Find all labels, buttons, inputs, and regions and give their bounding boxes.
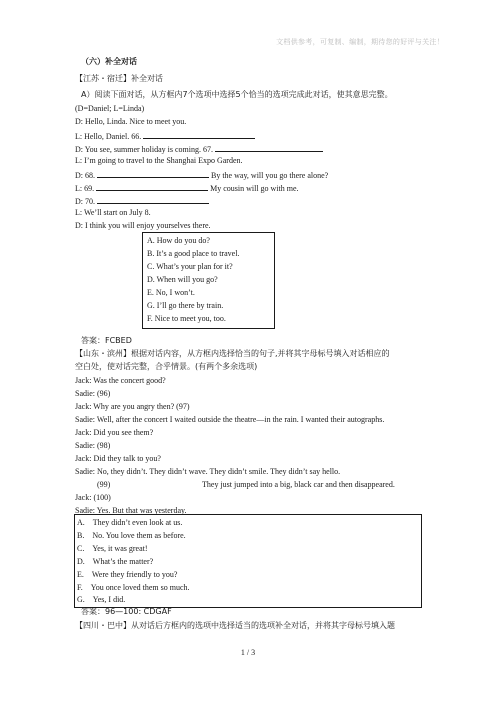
dialog-line-7: D: 70. bbox=[75, 195, 209, 207]
option-f: F. Nice to meet you, too. bbox=[147, 314, 226, 323]
option-d: D. When will you go? bbox=[147, 275, 218, 284]
answer-blank-69[interactable] bbox=[96, 182, 208, 191]
option2-d: D. What’s the matter? bbox=[77, 557, 154, 566]
dialog2-line-8: Sadie: No, they didn’t. They didn’t wave. They didn’t smile. They didn’t say hello. bbox=[75, 467, 341, 476]
part2-source: 【山东・滨州】根据对话内容，从方框内选择恰当的句子,并将其字母标号填入对话相应的 bbox=[75, 349, 390, 358]
dialog2-line-9: They just jumped into a big, black car and then disappeared. bbox=[202, 480, 395, 489]
dialog-line-4: L: I’m going to travel to the Shanghai Expo Garden. bbox=[75, 156, 243, 165]
part1-speaker-key: (D=Daniel; L=Linda) bbox=[75, 104, 145, 113]
dialog2-line-5: Jack: Did you see them? bbox=[75, 428, 154, 437]
option2-g: G. Yes, I did. bbox=[77, 595, 126, 604]
part1-options-box bbox=[142, 232, 275, 329]
dialog-line-3: D: You see, summer holiday is coming. 67. bbox=[75, 143, 323, 155]
option-e: E. No, I won’t. bbox=[147, 288, 195, 297]
dialog-line-1: D: Hello, Linda. Nice to meet you. bbox=[75, 117, 187, 126]
part3-source: 【四川・巴中】从对话后方框内的选项中选择适当的选项补全对话，并将其字母标号填入题 bbox=[75, 621, 395, 630]
part1-answer: 答案：FCBED bbox=[81, 336, 132, 345]
part1-source: 【江苏・宿迁】补全对话 bbox=[75, 74, 163, 83]
dialog-line-9: D: I think you will enjoy yourselves there. bbox=[75, 221, 211, 230]
option-g: G. I’ll go there by train. bbox=[147, 301, 224, 310]
dialog2-blank-99: (99) bbox=[97, 480, 111, 489]
option2-e: E. Were they friendly to you? bbox=[77, 570, 178, 579]
option2-a: A. They didn’t even look at us. bbox=[77, 518, 183, 527]
part1-instruction: A）阅读下面对话，从方框内7个选项中选择5个恰当的选项完成此对话，使其意思完整。 bbox=[81, 90, 393, 99]
answer-blank-66[interactable] bbox=[143, 130, 255, 139]
dialog-line-8: L: We’ll start on July 8. bbox=[75, 208, 151, 217]
dialog2-line-1: Jack: Was the concert good? bbox=[75, 376, 166, 385]
dialog-line-2: L: Hello, Daniel. 66. bbox=[75, 130, 255, 142]
dialog-line-5: D: 68. By the way, will you go there alone? bbox=[75, 171, 329, 180]
option2-f: F. You once loved them so much. bbox=[77, 583, 190, 592]
answer-blank-70[interactable] bbox=[97, 195, 209, 204]
option-c: C. What’s your plan for it? bbox=[147, 262, 233, 271]
answer-blank-67[interactable] bbox=[215, 143, 323, 152]
dialog2-line-2: Sadie: (96) bbox=[75, 389, 111, 398]
section-title: （六）补全对话 bbox=[81, 57, 137, 66]
option-b: B. It’s a good place to travel. bbox=[147, 249, 240, 258]
answer-blank-68[interactable] bbox=[97, 169, 209, 178]
dialog2-line-11: Sadie: Yes. But that was yesterday. bbox=[75, 506, 187, 515]
dialog2-line-4: Sadie: Well, after the concert I waited outside the theatre—in the rain. I wanted their autographs. bbox=[75, 415, 385, 424]
watermark: 文档供参考，可复制、编制，期待您的好评与关注！ bbox=[276, 38, 444, 46]
dialog2-line-6: Sadie: (98) bbox=[75, 441, 111, 450]
option-a: A. How do you do? bbox=[147, 236, 210, 245]
option2-b: B. No. You love them as before. bbox=[77, 531, 186, 540]
dialog-line-6: L: 69. My cousin will go with me. bbox=[75, 184, 299, 193]
page-number: 1 / 3 bbox=[240, 648, 256, 657]
dialog2-line-10: Jack: (100) bbox=[75, 493, 111, 502]
part2-options-box bbox=[74, 514, 422, 608]
dialog2-line-7: Jack: Did they talk to you? bbox=[75, 454, 161, 463]
part2-answer: 答案：96—100: CDGAF bbox=[81, 607, 172, 616]
part2-source-cont: 空白处，使对话完整，合乎情景。(有两个多余选项) bbox=[75, 362, 258, 371]
dialog2-line-3: Jack: Why are you angry then? (97) bbox=[75, 402, 190, 411]
option2-c: C. Yes, it was great! bbox=[77, 544, 148, 553]
